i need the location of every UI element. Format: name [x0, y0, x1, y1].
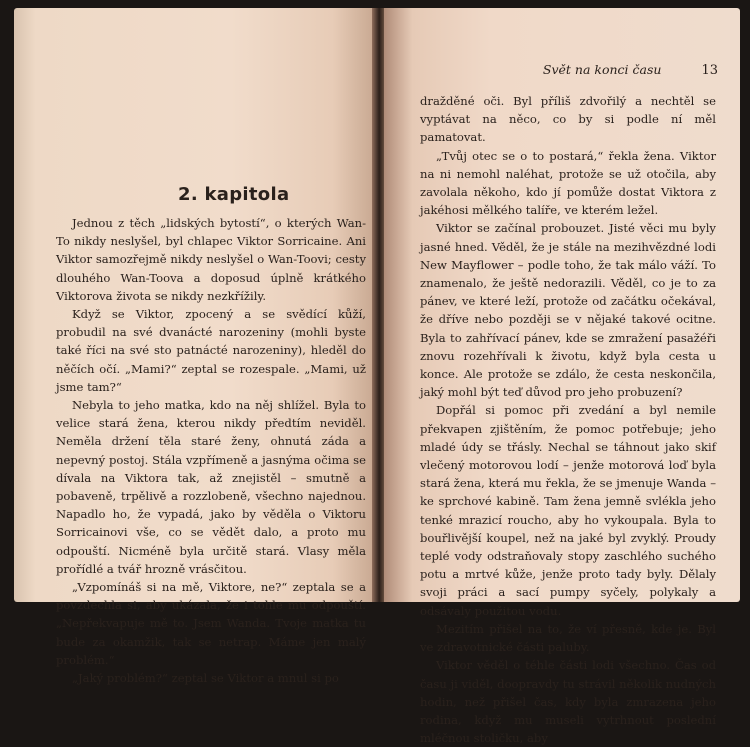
right-page — [384, 8, 740, 746]
running-header — [420, 62, 718, 78]
running-title: Svět na konci času — [542, 62, 662, 77]
paragraph: dražděné oči. Byl příliš zdvořilý a nechtěl se vyptávat na něco, co by si podle ní měl pamatovat. — [420, 94, 716, 145]
paragraph: Viktor věděl o téhle části lodi všechno. Čas od času ji viděl, doopravdy tu strávil několik nudných hodin, než přišel čas, kdy byla zmrazena jeho rodina, když mu museli vytrhnout poslední mléčnou stoličku, aby — [420, 658, 716, 746]
paragraph: „Jaký problém?“ zeptal se Viktor a mnul si po — [72, 671, 339, 686]
page-number: 13 — [701, 63, 718, 78]
paragraph: „Vzpomínáš si na mě, Viktore, ne?“ zeptala se a povzdechla si, aby ukázala, že i tohle mu odpouští. „Nepřekvapuje mě to. Jsem Wanda. Tvoje matka tu bude za okamžik, tak se netrap. Máme jen malý problém.“ — [56, 580, 366, 667]
left-page-text — [56, 214, 366, 687]
paragraph: Viktor se začínal probouzet. Jisté věci mu byly jasné hned. Věděl, že je stále na mezihvězdné lodi New Mayflower – podle toho, že tak málo váží. To znamenalo, že ještě nedorazili. Věděl, co je to za pánev, ve které leží, protože od začátku očekával, že dříve nebo později se v nějaké takové ocitne. Byla to zahřívací pánev, kde se zmražení pasažéři znovu rozehřívali k životu, když byla cesta u konce. Ale protože se zdálo, že cesta neskončila, jaký mohl být teď důvod pro jeho probuzení? — [420, 221, 716, 400]
right-page-text — [420, 92, 716, 747]
paragraph: „Tvůj otec se o to postará,“ řekla žena. Viktor na ni nemohl naléhat, protože se už otočila, aby zavolala někoho, kdo jí pomůže dostat Viktora z jakéhosi mělkého talíře, ve kterém ležel. — [420, 148, 716, 218]
chapter-title: 2. kapitola — [178, 184, 290, 205]
open-book — [14, 8, 740, 746]
paragraph: Mezitím přišel na to, že ví přesně, kde je. Byl ve zdravotnické části paluby. — [420, 621, 716, 655]
paragraph: Nebyla to jeho matka, kdo na něj shlížel. Byla to velice stará žena, kterou nikdy předtím neviděl. Neměla držení těla staré ženy, ohnutá záda a nepevný postoj. Stála vzpřímeně a jasnýma očima se dívala na Viktora tak, až znejistěl – smutně a pobaveně, trpělivě a rozzlobeně, všechno najednou. Napadlo ho, že vypadá, jako by věděla o Viktoru Sorricainovi vše, co se vědět dalo, a proto mu odpouští. Nicméně byla určitě stará. Vlasy měla prořídlé a tvář hrozně vrásčitou. — [56, 398, 366, 576]
left-page — [14, 8, 376, 686]
paragraph: Dopřál si pomoc při zvedání a byl nemile překvapen zjištěním, že pomoc potřebuje; jeho mladé údy se třásly. Nechal se táhnout jako skif vlečený motorovou lodí – jenže motorová loď byla stará žena, která mu řekla, že se jmenuje Wanda – ke sprchové kabině. Tam žena jemně svlékla jeho tenké mrazicí roucho, aby ho vykoupala. Byla to bouřlivější koupel, než na jaké byl zvyklý. Proudy teplé vody odstraňovaly stopy zaschlého suchého potu a mrtvé kůže, jenže proto tady byly. Dělaly svoji práci a sací pumpy syčely, polykaly a odsávaly použitou vodu. — [420, 403, 716, 618]
paragraph: Když se Viktor, zpocený a se svědící kůží, probudil na své dvanácté narozeniny (mohli byste také říci na své sto patnácté narozeniny), hleděl do něčích očí. „Mami?“ zeptal se rozespale. „Mami, už jsme tam?“ — [56, 307, 366, 394]
paragraph: Jednou z těch „lidských bytostí“, o kterých Wan-To nikdy neslyšel, byl chlapec Viktor Sorricaine. Ani Viktor samozřejmě nikdy neslyšel o Wan-Toovi; cesty dlouhého Wan-Toova a doposud úplně krátkého Viktorova života se nikdy nezkřížily. — [56, 216, 366, 303]
